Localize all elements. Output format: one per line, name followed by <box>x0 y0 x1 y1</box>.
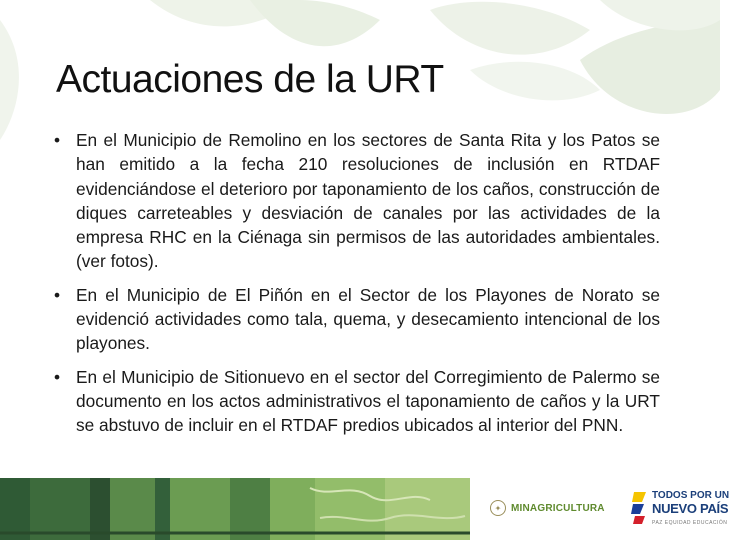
bullet-item <box>54 283 660 356</box>
ministry-logo <box>490 500 605 516</box>
government-logo-line2: NUEVO PAÍS <box>652 501 729 516</box>
bullet-item <box>54 365 660 438</box>
coat-of-arms-icon: ✦ <box>490 500 506 516</box>
bullet-marker: • <box>54 130 61 150</box>
bullet-text: En el Municipio de El Piñón en el Sector de los Playones de Norato se evidenció actividades como tala, quema, y desecamiento intencional de los playones. <box>76 284 660 354</box>
government-logo <box>630 490 729 531</box>
government-logo-line1: TODOS POR UN <box>652 490 729 501</box>
bullet-text: En el Municipio de Sitionuevo en el sector del Corregimiento de Palermo se documento en los actos administrativos el taponamiento de caños y la URT se abstuvo de incluir en el RTDAF predios ubicados al interior del PNN. <box>76 366 660 436</box>
ministry-logo-text: MINAGRICULTURA <box>511 502 605 514</box>
bullet-text: En el Municipio de Remolino en los sectores de Santa Rita y los Patos se han emitido a la fecha 210 resoluciones de inclusión en RTDAF evidenciándose el deterioro por taponamiento de los caños, construcción de diques carreteables y desviación de canales por las actividades de la empresa RHC en la Ciénaga sin permisos de las autoridades ambientales. (ver fotos). <box>76 130 660 272</box>
bullet-list <box>54 128 660 447</box>
slide-title: Actuaciones de la URT <box>56 58 444 101</box>
colombia-flag-icon <box>630 490 650 526</box>
bullet-item <box>54 128 660 274</box>
footer-photo-strip <box>0 478 470 540</box>
footer-logos <box>470 478 729 540</box>
bullet-marker: • <box>54 366 61 387</box>
bullet-marker: • <box>54 284 61 305</box>
government-logo-tagline: PAZ EQUIDAD EDUCACIÓN <box>652 520 728 526</box>
